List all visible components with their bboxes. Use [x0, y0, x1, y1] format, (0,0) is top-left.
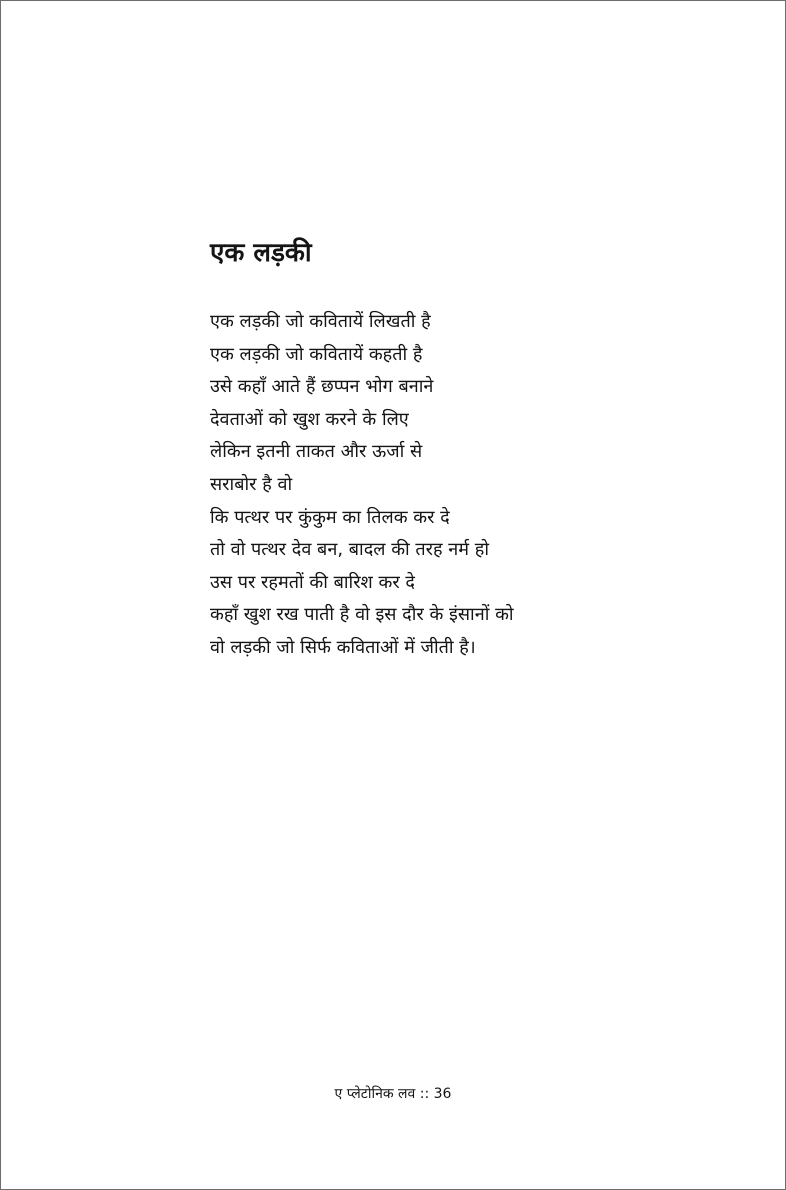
poem-title: एक लड़की — [210, 238, 312, 268]
poem-line: उसे कहाँ आते हैं छप्पन भोग बनाने — [210, 376, 434, 398]
poem-line: एक लड़की जो कवितायें कहती है — [210, 343, 423, 365]
page-footer: ए प्लेटोनिक लव :: 36 — [334, 1086, 452, 1102]
poem-line: कि पत्थर पर कुंकुम का तिलक कर दे — [210, 506, 450, 528]
poem-line: लेकिन इतनी ताकत और ऊर्जा से — [210, 441, 423, 463]
poem-line: वो लड़की जो सिर्फ कविताओं में जीती है। — [210, 636, 476, 658]
poem-line: एक लड़की जो कवितायें लिखती है — [210, 311, 431, 332]
poem-line: कहाँ खुश रख पाती है वो इस दौर के इंसानों को — [210, 604, 514, 626]
poem-line: देवताओं को खुश करने के लिए — [210, 408, 409, 430]
poem-line: तो वो पत्थर देव बन, बादल की तरह नर्म हो — [210, 539, 489, 561]
poem-body — [210, 306, 514, 665]
poem-line: उस पर रहमतों की बारिश कर दे — [210, 571, 415, 593]
poem-line: सराबोर है वो — [210, 473, 293, 495]
